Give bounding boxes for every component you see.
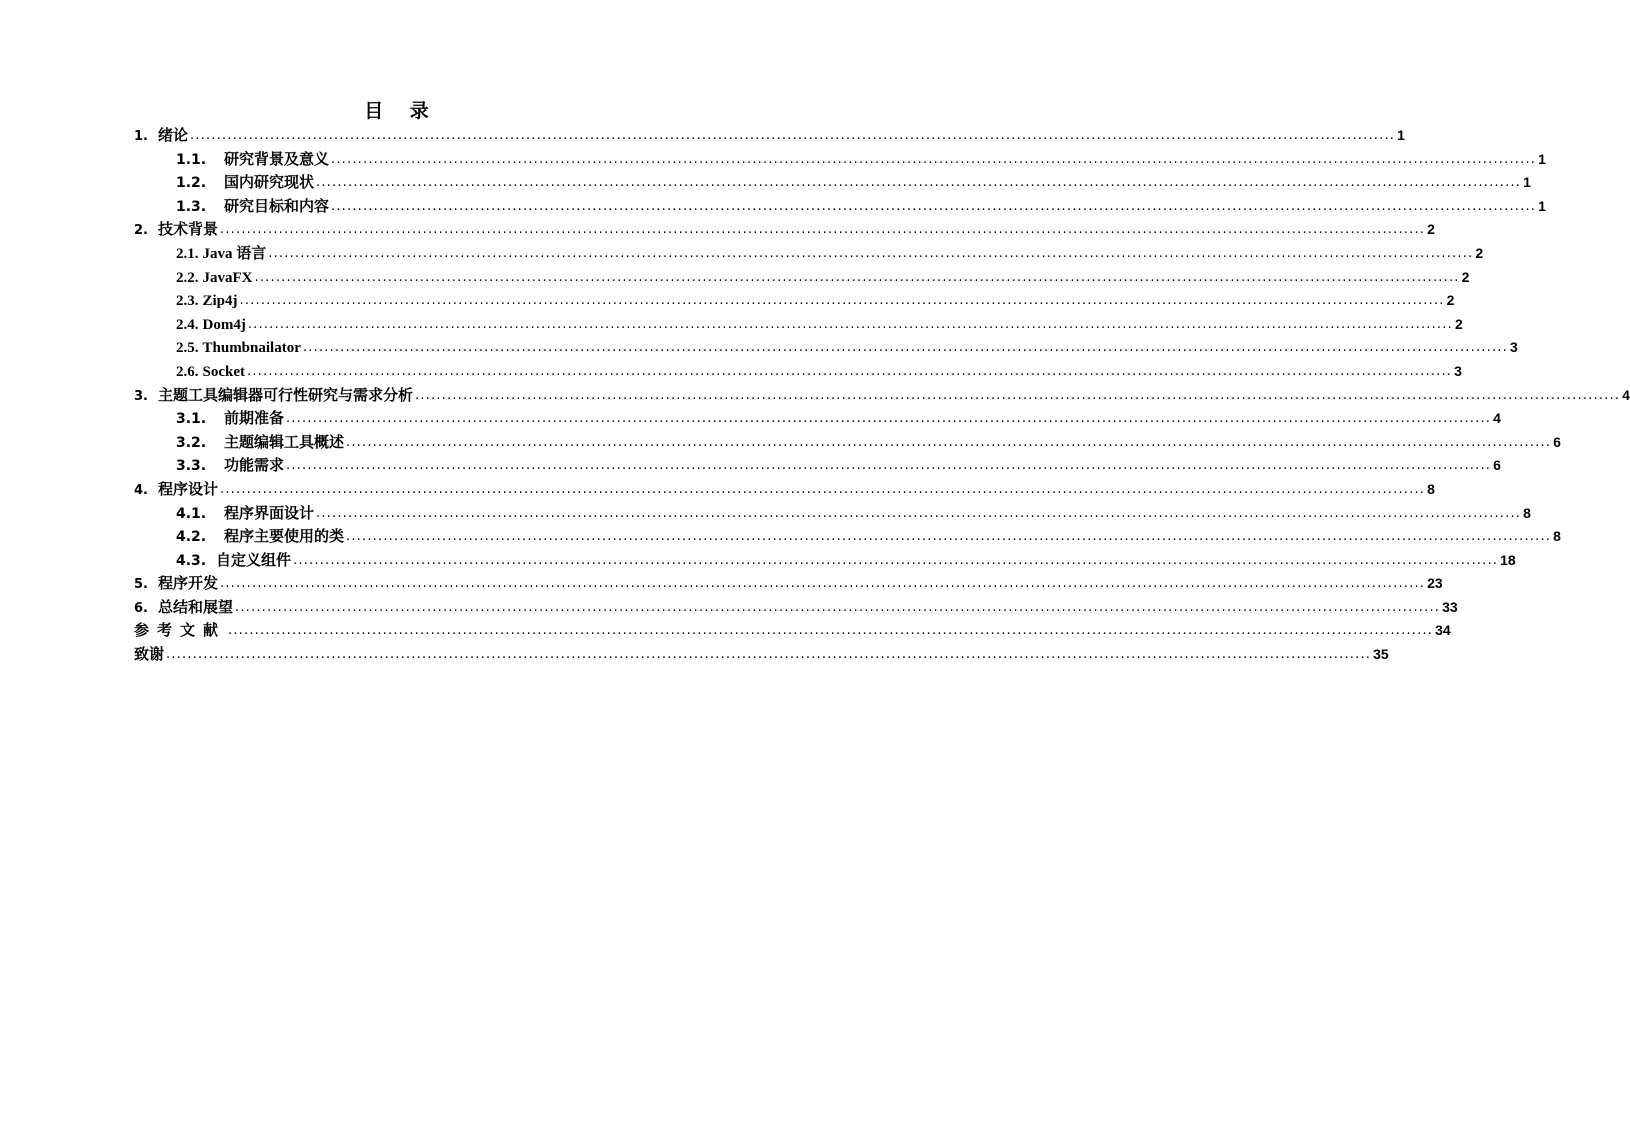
toc-entry-title: 主题编辑工具概述 [224, 432, 345, 451]
toc-entry-title: 程序界面设计 [224, 503, 315, 522]
toc-page-number: 6 [1493, 457, 1501, 474]
toc-entry-title: 程序主要使用的类 [224, 527, 345, 546]
toc-page-number: 8 [1427, 480, 1435, 497]
toc-dot-leader: .................................................................................................................................................................................................................................. [293, 552, 1499, 568]
toc-entry-number: 5. [134, 577, 148, 593]
toc-entry-number: 4.1. [176, 505, 207, 522]
toc-dot-leader: .................................................................................................................................................................................................................................. [316, 175, 1522, 191]
toc-page-number: 2 [1461, 268, 1470, 285]
toc-entry-2-5[interactable] [134, 336, 1518, 360]
toc-entry-title: 自定义组件 [216, 550, 292, 569]
toc-page-number: 1 [1538, 150, 1546, 167]
toc-page-number: 8 [1553, 528, 1561, 545]
toc-title: 目 录 [364, 100, 439, 122]
toc-page-number: 1 [1538, 197, 1546, 214]
toc-entry-4[interactable] [134, 478, 1435, 502]
toc-page-number: 33 [1442, 598, 1458, 615]
toc-entry-number: 4.3. [176, 552, 207, 569]
toc-entry-number: 3. [134, 388, 148, 404]
toc-page-number: 3 [1509, 339, 1518, 356]
toc-entry-1-2[interactable] [134, 171, 1531, 195]
toc-entry-3-2[interactable] [134, 431, 1561, 455]
toc-entry-number: 2.1. [176, 245, 199, 262]
toc-entry-4-1[interactable] [134, 502, 1531, 526]
toc-entry-title: 程序开发 [158, 574, 219, 593]
toc-entry-4-2[interactable] [134, 525, 1561, 549]
toc-entry-3[interactable] [134, 384, 1630, 408]
toc-entry-title: 国内研究现状 [224, 173, 315, 192]
toc-entry-number: 3.2. [176, 434, 207, 451]
toc-entry-number: 3.1. [176, 411, 207, 428]
toc-entry-number: 6. [134, 600, 148, 616]
toc-dot-leader: .................................................................................................................................................................................................................................. [220, 222, 1426, 238]
toc-entry-1-3[interactable] [134, 195, 1546, 219]
toc-dot-leader: .................................................................................................................................................................................................................................. [286, 458, 1492, 474]
toc-dot-leader: .................................................................................................................................................................................................................................. [220, 481, 1426, 497]
toc-page-number: 1 [1523, 174, 1531, 191]
toc-dot-leader: .................................................................................................................................................................................................................................. [247, 316, 1453, 332]
toc-entry-2-1[interactable] [134, 242, 1484, 266]
toc-dot-leader: .................................................................................................................................................................................................................................. [220, 576, 1426, 592]
toc-entry-title: 前期准备 [224, 409, 285, 428]
table-of-contents [134, 124, 1630, 667]
toc-dot-leader: .................................................................................................................................................................................................................................. [247, 363, 1453, 379]
toc-page-number: 18 [1500, 551, 1516, 568]
toc-entry-title: 研究目标和内容 [224, 196, 330, 215]
toc-entry-number: 4. [134, 482, 148, 498]
toc-entry-3-3[interactable] [134, 454, 1501, 478]
toc-entry-title: Zip4j [202, 293, 238, 310]
toc-entry-title: 主题工具编辑器可行性研究与需求分析 [158, 385, 414, 404]
toc-entry-number: 1.1. [176, 151, 207, 168]
toc-entry-references[interactable] [134, 619, 1451, 643]
toc-entry-2[interactable] [134, 218, 1435, 242]
toc-page-number: 34 [1435, 622, 1451, 639]
toc-entry-number: 3.3. [176, 458, 207, 475]
toc-dot-leader: .................................................................................................................................................................................................................................. [268, 245, 1474, 261]
toc-page-number: 8 [1523, 504, 1531, 521]
toc-page-number: 4 [1622, 386, 1630, 403]
toc-entry-title: JavaFX [202, 269, 253, 286]
toc-entry-title: 总结和展望 [158, 597, 234, 616]
toc-entry-title: Socket [202, 363, 245, 380]
toc-dot-leader: .................................................................................................................................................................................................................................. [239, 293, 1445, 309]
toc-entry-number: 1.2. [176, 175, 207, 192]
toc-entry-number: 2.6. [176, 363, 199, 380]
toc-entry-title: Dom4j [202, 316, 246, 333]
toc-page-number: 23 [1427, 575, 1443, 592]
toc-entry-number: 2. [134, 223, 148, 239]
toc-entry-6[interactable] [134, 596, 1458, 620]
toc-page-number: 2 [1475, 244, 1484, 261]
toc-entry-title: Thumbnailator [202, 340, 301, 357]
toc-page-number: 1 [1397, 127, 1405, 143]
toc-dot-leader: .................................................................................................................................................................................................................................. [228, 623, 1434, 639]
toc-entry-number: 2.5. [176, 340, 199, 357]
toc-entry-1[interactable] [134, 124, 1405, 148]
toc-dot-leader: .................................................................................................................................................................................................................................. [331, 151, 1537, 167]
toc-dot-leader: .................................................................................................................................................................................................................................. [346, 434, 1552, 450]
toc-entry-2-6[interactable] [134, 360, 1462, 384]
toc-entry-title: 程序设计 [158, 479, 219, 498]
toc-entry-5[interactable] [134, 572, 1443, 596]
toc-entry-3-1[interactable] [134, 407, 1501, 431]
toc-page-number: 35 [1373, 646, 1389, 663]
toc-dot-leader: .................................................................................................................................................................................................................................. [346, 529, 1552, 545]
toc-entry-title: 绪论 [158, 126, 189, 144]
toc-dot-leader: .................................................................................................................................................................................................................................. [415, 387, 1621, 403]
toc-entry-number: 1. [134, 129, 148, 144]
toc-entry-number: 4.2. [176, 529, 207, 546]
toc-entry-1-1[interactable] [134, 148, 1546, 172]
toc-page-number: 3 [1454, 362, 1462, 379]
toc-dot-leader: .................................................................................................................................................................................................................................. [235, 599, 1441, 615]
toc-entry-number: 2.3. [176, 293, 199, 310]
toc-page-number: 2 [1427, 221, 1435, 238]
toc-dot-leader: .................................................................................................................................................................................................................................. [331, 198, 1537, 214]
toc-dot-leader: .................................................................................................................................................................................................................................. [316, 505, 1522, 521]
toc-page-number: 6 [1553, 433, 1561, 450]
toc-entry-2-3[interactable] [134, 289, 1455, 313]
toc-entry-2-4[interactable] [134, 313, 1463, 337]
toc-dot-leader: .................................................................................................................................................................................................................................. [302, 340, 1508, 356]
toc-entry-title: Java 语言 [202, 245, 267, 262]
toc-entry-number: 2.2. [176, 269, 199, 286]
toc-entry-title: 参考文献 [134, 621, 227, 640]
toc-entry-title: 技术背景 [158, 220, 219, 239]
toc-entry-title: 致谢 [134, 645, 165, 664]
toc-dot-leader: .................................................................................................................................................................................................................................. [190, 128, 1396, 143]
toc-entry-acknowledgements[interactable] [134, 643, 1389, 667]
toc-entry-4-3[interactable] [134, 549, 1516, 573]
toc-page-number: 2 [1446, 292, 1455, 309]
toc-entry-number: 2.4. [176, 316, 199, 333]
toc-entry-number: 1.3. [176, 198, 207, 215]
toc-dot-leader: .................................................................................................................................................................................................................................. [166, 647, 1372, 663]
toc-dot-leader: .................................................................................................................................................................................................................................. [286, 411, 1492, 427]
toc-page-number: 2 [1454, 315, 1463, 332]
toc-entry-title: 研究背景及意义 [224, 149, 330, 168]
toc-entry-2-2[interactable] [134, 266, 1470, 290]
toc-dot-leader: .................................................................................................................................................................................................................................. [254, 269, 1460, 285]
toc-entry-title: 功能需求 [224, 456, 285, 475]
toc-page-number: 4 [1493, 410, 1501, 427]
